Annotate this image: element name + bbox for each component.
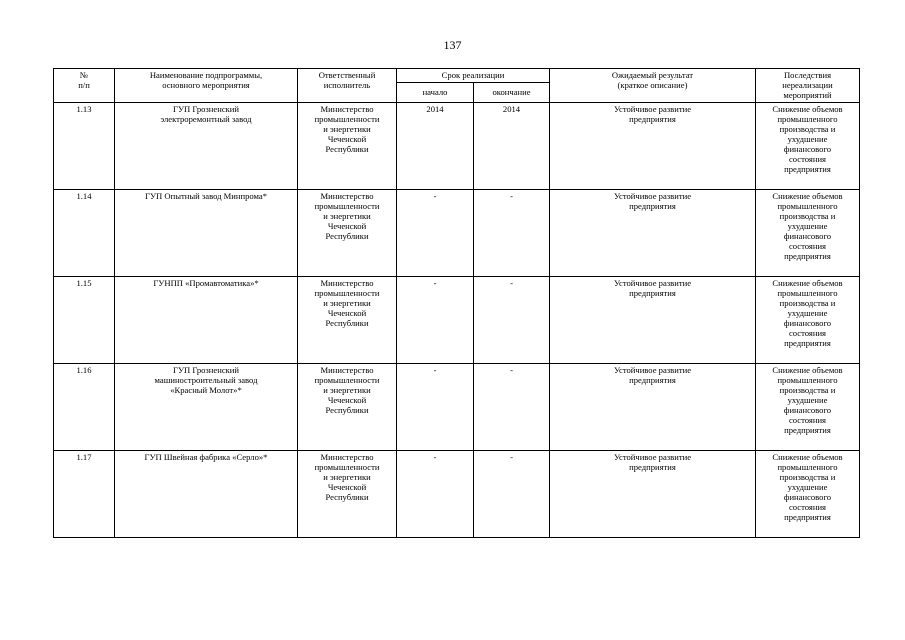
cell-name [115,451,298,538]
cell-executor [298,451,397,538]
cell-start: - [397,190,474,277]
cell-consequences-line: Снижение объемов [772,191,843,201]
cell-consequences-line: промышленного [777,288,838,298]
cell-consequences [756,451,860,538]
cell-executor-line: Республики [325,492,369,502]
cell-name-line: ГУНПП «Промавтоматика»* [153,278,259,288]
cell-start: - [397,451,474,538]
cell-start: - [397,364,474,451]
cell-executor-line: промышленности [314,375,380,385]
cell-executor-line: промышленности [314,201,380,211]
cell-consequences-line: производства и [779,124,836,134]
cell-result [550,451,756,538]
cell-consequences-line: предприятия [784,512,831,522]
cell-start: 2014 [397,103,474,190]
table-row [54,364,860,451]
cell-consequences-line: производства и [779,298,836,308]
cell-name-line: «Красный Молот»* [170,385,242,395]
cell-result-line: предприятия [629,201,676,211]
cell-end: - [474,190,550,277]
header-executor: Ответственный исполнитель [298,69,397,103]
cell-executor [298,364,397,451]
cell-name [115,103,298,190]
cell-name-line: ГУП Грозненский [172,104,240,114]
cell-name-line: ГУП Швейная фабрика «Серло»* [144,452,268,462]
cell-end: - [474,364,550,451]
cell-consequences-line: состояния [788,241,827,251]
cell-result-line: Устойчивое развитие [613,452,692,462]
cell-consequences-line: предприятия [784,164,831,174]
cell-consequences-line: финансового [783,144,832,154]
cell-name-line: электроремонтный завод [160,114,252,124]
cell-consequences [756,103,860,190]
cell-end: 2014 [474,103,550,190]
cell-result [550,103,756,190]
cell-consequences [756,277,860,364]
cell-num: 1.13 [54,103,115,190]
cell-executor-line: Республики [325,318,369,328]
header-period: Срок реализации [397,69,550,83]
cell-consequences-line: состояния [788,415,827,425]
table-row [54,277,860,364]
cell-consequences-line: Снижение объемов [772,104,843,114]
cell-name-line: ГУП Грозненский [172,365,240,375]
table-row [54,103,860,190]
cell-consequences-line: предприятия [784,251,831,261]
cell-consequences-line: ухудшение [787,395,828,405]
cell-executor-line: и энергетики [323,298,371,308]
cell-executor-line: Министерство [320,191,374,201]
cell-consequences-line: Снижение объемов [772,365,843,375]
cell-executor [298,277,397,364]
cell-consequences-line: промышленного [777,201,838,211]
cell-executor-line: Республики [325,231,369,241]
header-consequences: Последствия нереализации мероприятий [756,69,860,103]
cell-num: 1.15 [54,277,115,364]
cell-result-line: Устойчивое развитие [613,365,692,375]
cell-result-line: предприятия [629,288,676,298]
cell-name [115,364,298,451]
cell-result [550,364,756,451]
cell-executor-line: промышленности [314,462,380,472]
cell-consequences-line: производства и [779,211,836,221]
cell-name-line: ГУП Опытный завод Минпрома* [145,191,267,201]
cell-consequences-line: производства и [779,385,836,395]
cell-consequences-line: предприятия [784,338,831,348]
cell-end: - [474,451,550,538]
cell-consequences [756,364,860,451]
header-end: окончание [474,83,550,103]
cell-executor [298,190,397,277]
cell-executor-line: Чеченской [327,482,367,492]
cell-consequences-line: Снижение объемов [772,278,843,288]
cell-result-line: Устойчивое развитие [613,278,692,288]
header-name: Наименование подпрограммы, основного мероприятия [115,69,298,103]
cell-result-line: предприятия [629,462,676,472]
header-num: № п/п [54,69,115,103]
table-header-row [54,69,860,83]
cell-consequences-line: финансового [783,318,832,328]
cell-consequences-line: финансового [783,405,832,415]
cell-executor-line: промышленности [314,114,380,124]
cell-executor-line: Республики [325,405,369,415]
cell-name [115,190,298,277]
cell-consequences-line: Снижение объемов [772,452,843,462]
cell-consequences-line: финансового [783,231,832,241]
cell-executor-line: Республики [325,144,369,154]
header-result: Ожидаемый результат (краткое описание) [550,69,756,103]
table-row [54,451,860,538]
cell-result-line: Устойчивое развитие [613,104,692,114]
cell-consequences-line: предприятия [784,425,831,435]
program-table [53,68,860,538]
cell-consequences-line: финансового [783,492,832,502]
cell-executor-line: и энергетики [323,385,371,395]
table-row [54,190,860,277]
cell-executor-line: Министерство [320,452,374,462]
cell-result-line: Устойчивое развитие [613,191,692,201]
cell-result-line: предприятия [629,114,676,124]
cell-consequences-line: ухудшение [787,308,828,318]
cell-executor-line: Чеченской [327,134,367,144]
cell-end: - [474,277,550,364]
cell-consequences-line: ухудшение [787,134,828,144]
header-start: начало [397,83,474,103]
cell-executor [298,103,397,190]
cell-consequences-line: производства и [779,472,836,482]
cell-consequences-line: состояния [788,502,827,512]
cell-consequences-line: ухудшение [787,221,828,231]
cell-consequences [756,190,860,277]
cell-executor-line: Чеченской [327,221,367,231]
cell-consequences-line: состояния [788,328,827,338]
cell-name [115,277,298,364]
cell-executor-line: Министерство [320,278,374,288]
cell-executor-line: и энергетики [323,211,371,221]
cell-executor-line: и энергетики [323,124,371,134]
cell-result-line: предприятия [629,375,676,385]
cell-start: - [397,277,474,364]
cell-consequences-line: промышленного [777,375,838,385]
cell-consequences-line: состояния [788,154,827,164]
cell-num: 1.17 [54,451,115,538]
cell-executor-line: Чеченской [327,395,367,405]
cell-consequences-line: промышленного [777,114,838,124]
cell-result [550,190,756,277]
cell-result [550,277,756,364]
cell-num: 1.14 [54,190,115,277]
cell-num: 1.16 [54,364,115,451]
cell-executor-line: Министерство [320,365,374,375]
cell-consequences-line: ухудшение [787,482,828,492]
cell-consequences-line: промышленного [777,462,838,472]
cell-name-line: машиностроительный завод [154,375,258,385]
cell-executor-line: и энергетики [323,472,371,482]
cell-executor-line: Чеченской [327,308,367,318]
cell-executor-line: Министерство [320,104,374,114]
cell-executor-line: промышленности [314,288,380,298]
page-number: 137 [443,38,462,52]
